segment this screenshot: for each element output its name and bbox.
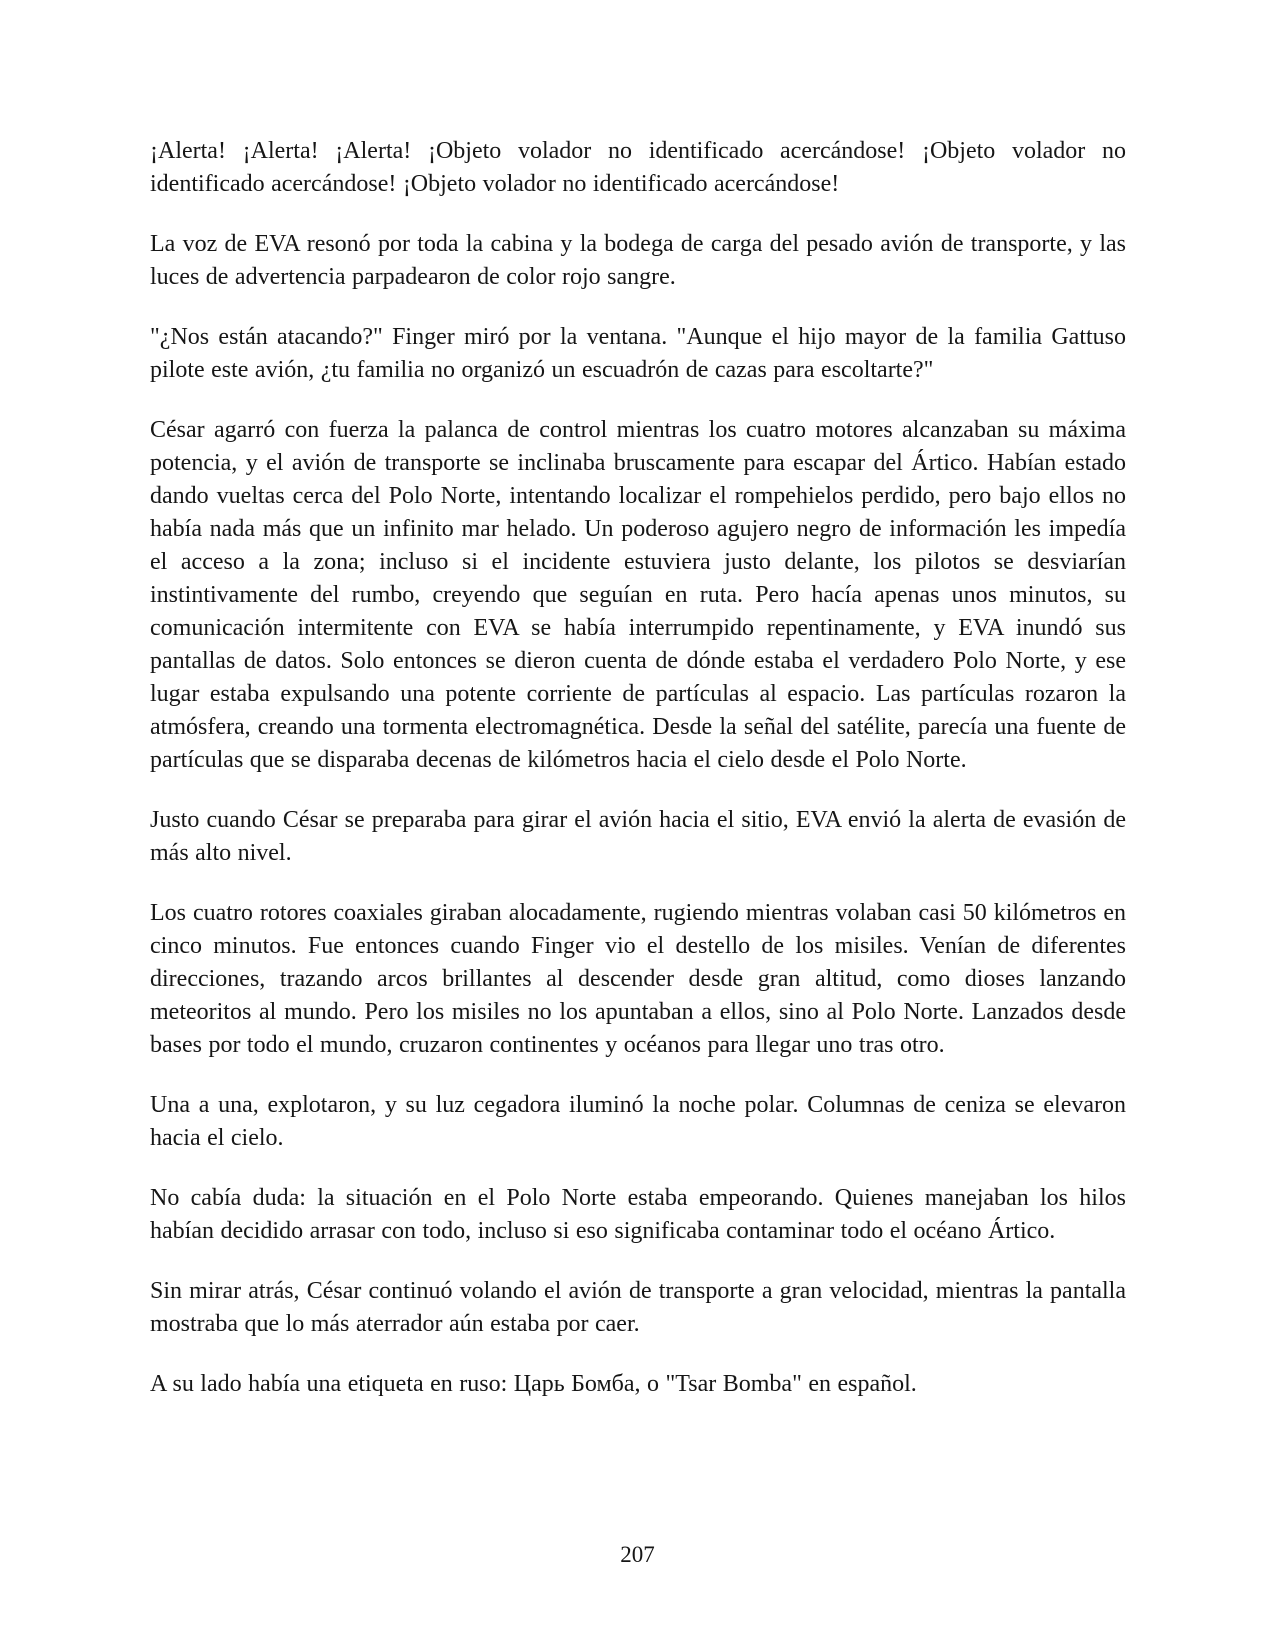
paragraph: Una a una, explotaron, y su luz cegadora iluminó la noche polar. Columnas de ceniza se elevaron hacia el cielo. bbox=[150, 1092, 1126, 1151]
paragraph: "¿Nos están atacando?" Finger miró por la ventana. "Aunque el hijo mayor de la familia Gattuso pilote este avión, ¿tu familia no organizó un escuadrón de cazas para escoltarte?" bbox=[150, 324, 1126, 383]
page-number: 207 bbox=[620, 1542, 655, 1567]
page-text bbox=[150, 135, 1126, 1428]
paragraph: César agarró con fuerza la palanca de control mientras los cuatro motores alcanzaban su máxima potencia, y el avión de transporte se inclinaba bruscamente para escapar del Ártico. Habían estado dando vueltas cerca del Polo Norte, intentando localizar el rompehielos perdido, pero bajo ellos no había nada más que un infinito mar helado. Un poderoso agujero negro de información les impedía el acceso a la zona; incluso si el incidente estuviera justo delante, los pilotos se desviarían instintivamente del rumbo, creyendo que seguían en ruta. Pero hacía apenas unos minutos, su comunicación intermitente con EVA se había interrumpido repentinamente, y EVA inundó sus pantallas de datos. Solo entonces se dieron cuenta de dónde estaba el verdadero Polo Norte, y ese lugar estaba expulsando una potente corriente de partículas al espacio. Las partículas rozaron la atmósfera, creando una tormenta electromagnética. Desde la señal del satélite, parecía una fuente de partículas que se disparaba decenas de kilómetros hacia el cielo desde el Polo Norte. bbox=[150, 417, 1126, 773]
paragraph: Justo cuando César se preparaba para girar el avión hacia el sitio, EVA envió la alerta de evasión de más alto nivel. bbox=[150, 807, 1126, 866]
paragraph: No cabía duda: la situación en el Polo Norte estaba empeorando. Quienes manejaban los hilos habían decidido arrasar con todo, incluso si eso significaba contaminar todo el océano Ártico. bbox=[150, 1185, 1126, 1244]
paragraph: La voz de EVA resonó por toda la cabina y la bodega de carga del pesado avión de transporte, y las luces de advertencia parpadearon de color rojo sangre. bbox=[150, 231, 1126, 290]
paragraph: Sin mirar atrás, César continuó volando el avión de transporte a gran velocidad, mientras la pantalla mostraba que lo más aterrador aún estaba por caer. bbox=[150, 1278, 1126, 1337]
paragraph: ¡Alerta! ¡Alerta! ¡Alerta! ¡Objeto volador no identificado acercándose! ¡Objeto volador no identificado acercándose! ¡Objeto volador no identificado acercándose! bbox=[150, 138, 1126, 197]
paragraph: Los cuatro rotores coaxiales giraban alocadamente, rugiendo mientras volaban casi 50 kilómetros en cinco minutos. Fue entonces cuando Finger vio el destello de los misiles. Venían de diferentes direcciones, trazando arcos brillantes al descender desde gran altitud, como dioses lanzando meteoritos al mundo. Pero los misiles no los apuntaban a ellos, sino al Polo Norte. Lanzados desde bases por todo el mundo, cruzaron continentes y océanos para llegar uno tras otro. bbox=[150, 900, 1126, 1058]
paragraph: A su lado había una etiqueta en ruso: Царь Бомба, o "Tsar Bomba" en español. bbox=[150, 1371, 917, 1397]
